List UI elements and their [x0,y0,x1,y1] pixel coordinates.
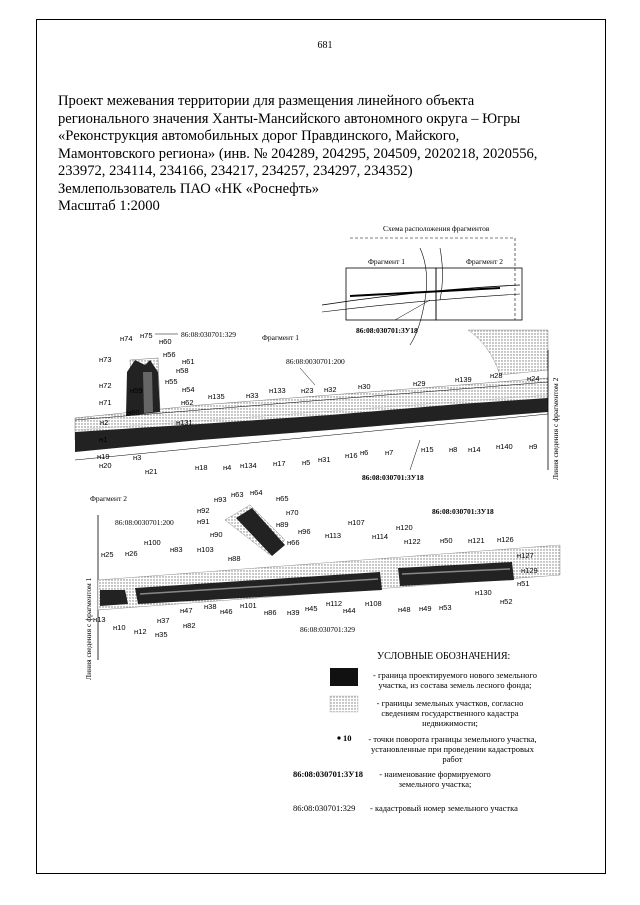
scheme-leader-line [395,300,430,320]
turning-point-label: н14 [468,445,481,454]
projected-parcel-strip [100,590,128,606]
turning-point-label: н35 [155,630,168,639]
title-line: 233972, 234114, 234166, 234217, 234257, 234297, 234352) [58,163,413,179]
turning-point-label: н45 [305,604,318,613]
turning-point-label: н112 [326,599,343,608]
turning-point-label: н8 [449,445,458,454]
leader-line [300,368,315,385]
turning-point-label: н61 [182,357,195,366]
turning-point-label: н134 [240,461,257,470]
turning-point-label: н120 [396,523,413,532]
turning-point-label: н32 [324,385,337,394]
turning-point-label: н49 [419,604,432,613]
turning-point-label: н55 [165,377,178,386]
fragment1-label: Фрагмент 1 [262,333,299,342]
fragment-1 [75,330,560,482]
cadastral-number: 86:08:030701:329 [181,330,237,339]
legend-swatch-cadastral [330,696,358,712]
turning-point-label: н122 [404,537,421,546]
turning-point-label: н52 [500,597,513,606]
turning-point-label: н89 [276,520,289,529]
turning-point-label: н74 [120,334,133,343]
turning-point-label: н7 [385,448,394,457]
legend-swatches [330,668,358,740]
legend-item-projected [360,670,550,690]
leader-line [410,440,420,470]
turning-point-label: н20 [99,461,112,470]
turning-point-label: н30 [358,382,371,391]
turning-point-label: н66 [287,538,300,547]
turning-point-label: н100 [144,538,161,547]
title-line: «Реконструкция автомобильных дорог Правдинского, Майского, [58,128,460,144]
turning-point-label: н13 [93,615,106,624]
legend-item-cadastral-number: - кадастровый номер земельного участка [370,803,518,813]
turning-point-label: н73 [99,355,112,364]
turning-point-label: н88 [228,554,241,563]
page-number: 681 [317,40,333,51]
legend-item-cadastral [360,698,540,728]
turning-point-label: н37 [157,616,170,625]
fragment-scheme [322,224,522,345]
legend-title: УСЛОВНЫЕ ОБОЗНАЧЕНИЯ: [377,651,511,662]
turning-point-label: н63 [231,490,244,499]
scheme-road-line [440,248,443,300]
turning-point-label: н139 [455,375,472,384]
scheme-fragment2-box [436,268,522,320]
turning-point-label: н28 [490,371,503,380]
turning-point-label: н23 [301,386,314,395]
turning-point-label: н6 [360,448,369,457]
turning-point-label: н113 [325,531,342,540]
legend-text: установленные при проведении кадастровых [371,744,534,754]
title-line: Масштаб 1:2000 [58,198,160,214]
cadastral-number: 86:08:030701:329 [300,625,356,634]
turning-point-label: н21 [145,467,158,476]
legend-cadastral-code: 86:08:030701:329 [293,803,356,813]
turning-point-label: н107 [348,518,365,527]
turning-point-label: н12 [134,627,147,636]
turning-point-label: н86 [264,608,277,617]
turning-point-label: н72 [99,381,112,390]
scheme-fragment2-label: Фрагмент 2 [466,257,503,266]
turning-point-label: н140 [496,442,513,451]
legend-text: - границы земельных участков, согласно [376,698,524,708]
turning-point-label: н51 [517,579,530,588]
turning-point-label: н4 [223,463,232,472]
turning-point-label: н59 [130,386,143,395]
turning-point-label: н47 [180,606,193,615]
legend-parcel-code: 86:08:030701:3У18 [293,769,363,779]
turning-point-label: н64 [250,488,263,497]
title-line: регионального значения Ханты-Мансийского автономного округа – Югры [58,110,521,127]
turning-point-label: н26 [125,549,138,558]
cadastral-number: 86:08:0030701:200 [286,357,345,366]
legend-item-points [360,734,545,764]
turning-point-label: н121 [468,536,485,545]
turning-point-label: н54 [182,385,195,394]
cadastral-parcel-area [468,330,548,375]
match-line-label: Линия сведения с фрагментом 2 [551,377,560,480]
turning-point-label: н50 [440,536,453,545]
turning-point-label: н48 [398,605,411,614]
scheme-title: Схема расположения фрагментов [383,224,490,233]
turning-point-label: н58 [176,366,189,375]
legend-text: работ [442,754,463,764]
match-line-label: Линия сведения с фрагментом 1 [84,577,93,680]
turning-point-label: н135 [208,392,225,401]
title-line: Проект межевания территории для размещения линейного объекта [58,93,475,109]
parcel-name: 86:08:030701:3У18 [432,507,494,516]
legend-text: участка, из состава земель лесного фонда; [378,680,532,690]
turning-point-label: н90 [210,530,223,539]
turning-point-label: н3 [133,453,142,462]
legend-text: сведениям государственного кадастра [381,708,519,718]
turning-point-label: н19 [97,452,110,461]
turning-point-label: н38 [204,602,217,611]
turning-point-label: н9 [529,442,538,451]
turning-point-label: н96 [298,527,311,536]
turning-point-label: н65 [276,494,289,503]
legend-text: земельного участка; [398,779,472,789]
turning-point-label: н127 [517,551,534,560]
scheme-dashed-line [350,238,515,320]
title-line: Землепользователь ПАО «НК «Роснефть» [58,180,320,197]
cadastral-number: 86:08:0030701:200 [115,518,174,527]
turning-point-label: н15 [421,445,434,454]
turning-point-label: н10 [113,623,126,632]
turning-point-label: н16 [345,451,358,460]
turning-point-label: н25 [101,550,114,559]
turning-point-label: н60 [159,337,172,346]
legend-point-marker [337,736,340,739]
turning-point-label: н17 [273,459,286,468]
turning-point-label: н46 [220,607,233,616]
legend-swatch-projected [330,668,358,686]
turning-point-label: н39 [287,608,300,617]
turning-point-label: н71 [99,398,112,407]
turning-point-label: н29 [413,379,426,388]
legend-text: - граница проектируемого нового земельного [373,670,537,680]
turning-point-label: н82 [183,621,196,630]
turning-point-label: н70 [286,508,299,517]
turning-point-label: н5 [302,458,311,467]
turning-point-label: н126 [497,535,514,544]
scheme-parcel-strip [350,288,500,296]
turning-point-label: н91 [197,517,210,526]
scheme-parcel-label: 86:08:030701:3У18 [356,326,418,335]
fragment2-label: Фрагмент 2 [90,494,127,503]
turning-point-label: н129 [521,566,538,575]
turning-point-label: н2 [100,418,109,427]
legend-text: недвижимости; [422,718,478,728]
turning-point-label: н130 [475,588,492,597]
turning-point-label: н83 [170,545,183,554]
turning-point-label: н18 [195,463,208,472]
turning-point-label: н133 [269,386,286,395]
legend-text: - наименование формируемого [379,769,491,779]
turning-point-label: н108 [365,599,382,608]
parcel-name: 86:08:030701:3У18 [362,473,424,482]
turning-point-label: н114 [372,532,389,541]
turning-point-label: н103 [197,545,214,554]
turning-point-label: н31 [318,455,331,464]
legend-point-label: 10 [343,733,352,743]
projected-parcel-inner [143,372,153,413]
turning-point-label: н92 [197,506,210,515]
legend-item-parcel-name [370,769,500,789]
turning-point-label: н131 [176,418,193,427]
title-line: Мамонтовского региона» (инв. № 204289, 204295, 204509, 2020218, 2020556, [58,145,538,162]
turning-point-label: н56 [163,350,176,359]
turning-point-label: н1 [99,435,108,444]
turning-point-label: н80 [127,408,140,417]
turning-point-label: н53 [439,603,452,612]
turning-point-label: н93 [214,495,227,504]
legend-text: - точки поворота границы земельного участка, [368,734,537,744]
turning-point-label: н44 [343,606,356,615]
turning-point-label: н24 [527,374,540,383]
turning-point-label: н33 [246,391,259,400]
turning-point-label: н101 [240,601,257,610]
scheme-fragment1-label: Фрагмент 1 [368,257,405,266]
turning-point-label: н62 [181,398,194,407]
turning-point-label: н75 [140,331,153,340]
